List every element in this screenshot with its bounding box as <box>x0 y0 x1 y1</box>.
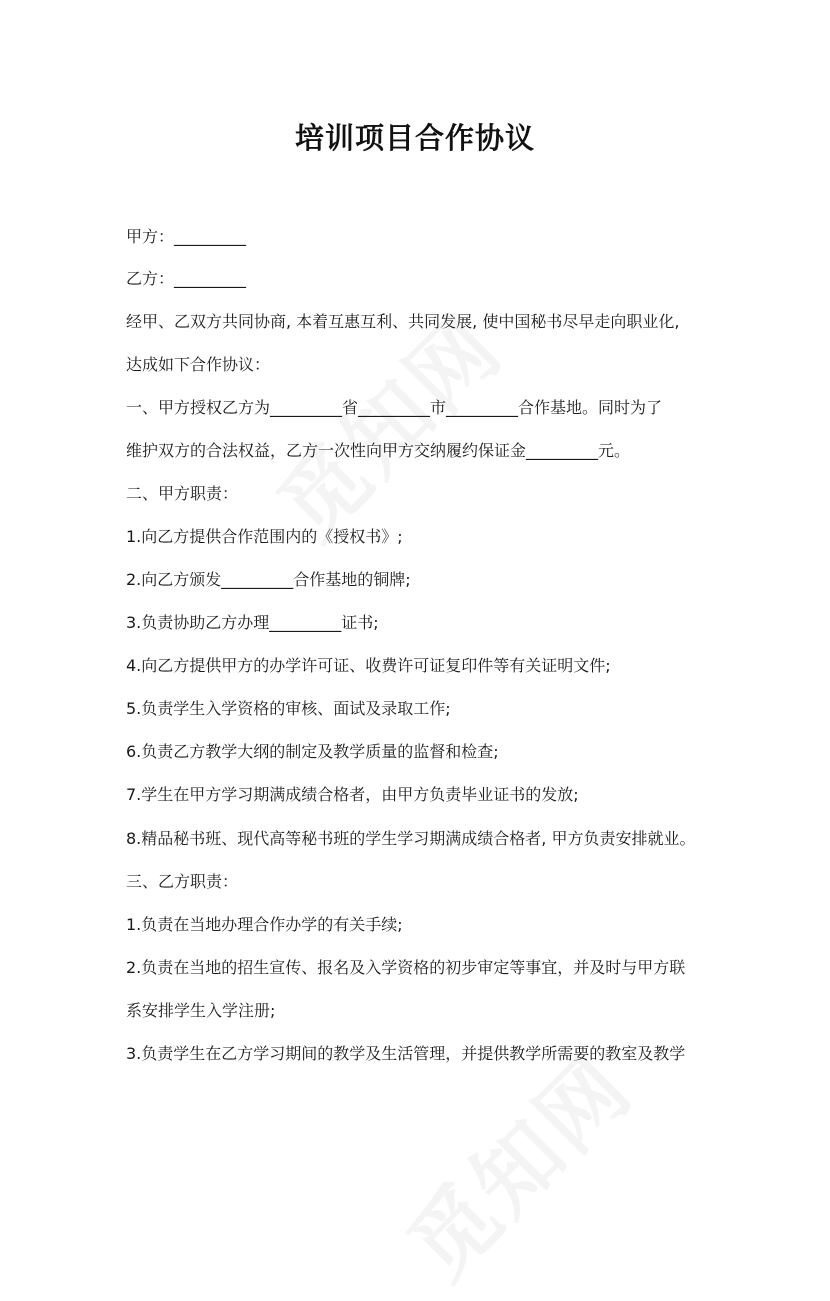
list-item: 3.负责协助乙方办理_________证书; <box>126 613 379 632</box>
list-item: 7.学生在甲方学习期满成绩合格者，由甲方负责毕业证书的发放; <box>126 785 579 804</box>
paragraph-line: 一、甲方授权乙方为_________省_________市_________合作基地。同时为了 <box>126 398 663 417</box>
list-item: 5.负责学生入学资格的审核、面试及录取工作; <box>126 699 451 718</box>
list-item: 2.负责在当地的招生宣传、报名及入学资格的初步审定等事宜，并及时与甲方联 <box>126 958 686 977</box>
list-item: 2.向乙方颁发_________合作基地的铜牌; <box>126 570 411 589</box>
document-title: 培训项目合作协议 <box>294 121 535 155</box>
watermark <box>376 1023 655 1301</box>
list-item: 系安排学生入学注册; <box>126 1001 276 1020</box>
paragraph-line: 维护双方的合法权益，乙方一次性向甲方交纳履约保证金_________元。 <box>126 441 631 460</box>
section-heading: 二、甲方职责： <box>126 484 239 503</box>
list-item: 1.负责在当地办理合作办学的有关手续; <box>126 915 403 934</box>
list-item: 1.向乙方提供合作范围内的《授权书》; <box>126 527 403 546</box>
list-item: 6.负责乙方教学大纲的制定及教学质量的监督和检查; <box>126 742 499 761</box>
paragraph-line: 达成如下合作协议： <box>126 355 271 374</box>
list-item: 3.负责学生在乙方学习期间的教学及生活管理，并提供教学所需要的教室及教学 <box>126 1044 686 1063</box>
list-item: 8.精品秘书班、现代高等秘书班的学生学习期满成绩合格者, 甲方负责安排就业。 <box>126 829 696 848</box>
list-item: 4.向乙方提供甲方的办学许可证、收费许可证复印件等有关证明文件; <box>126 656 611 675</box>
party-b-line: 乙方：_________ <box>126 269 247 288</box>
paragraph-line: 经甲、乙双方共同协商, 本着互惠互利、共同发展, 使中国秘书尽早走向职业化, <box>126 312 680 331</box>
party-a-line: 甲方：_________ <box>126 227 247 246</box>
section-heading: 三、乙方职责： <box>126 872 239 891</box>
